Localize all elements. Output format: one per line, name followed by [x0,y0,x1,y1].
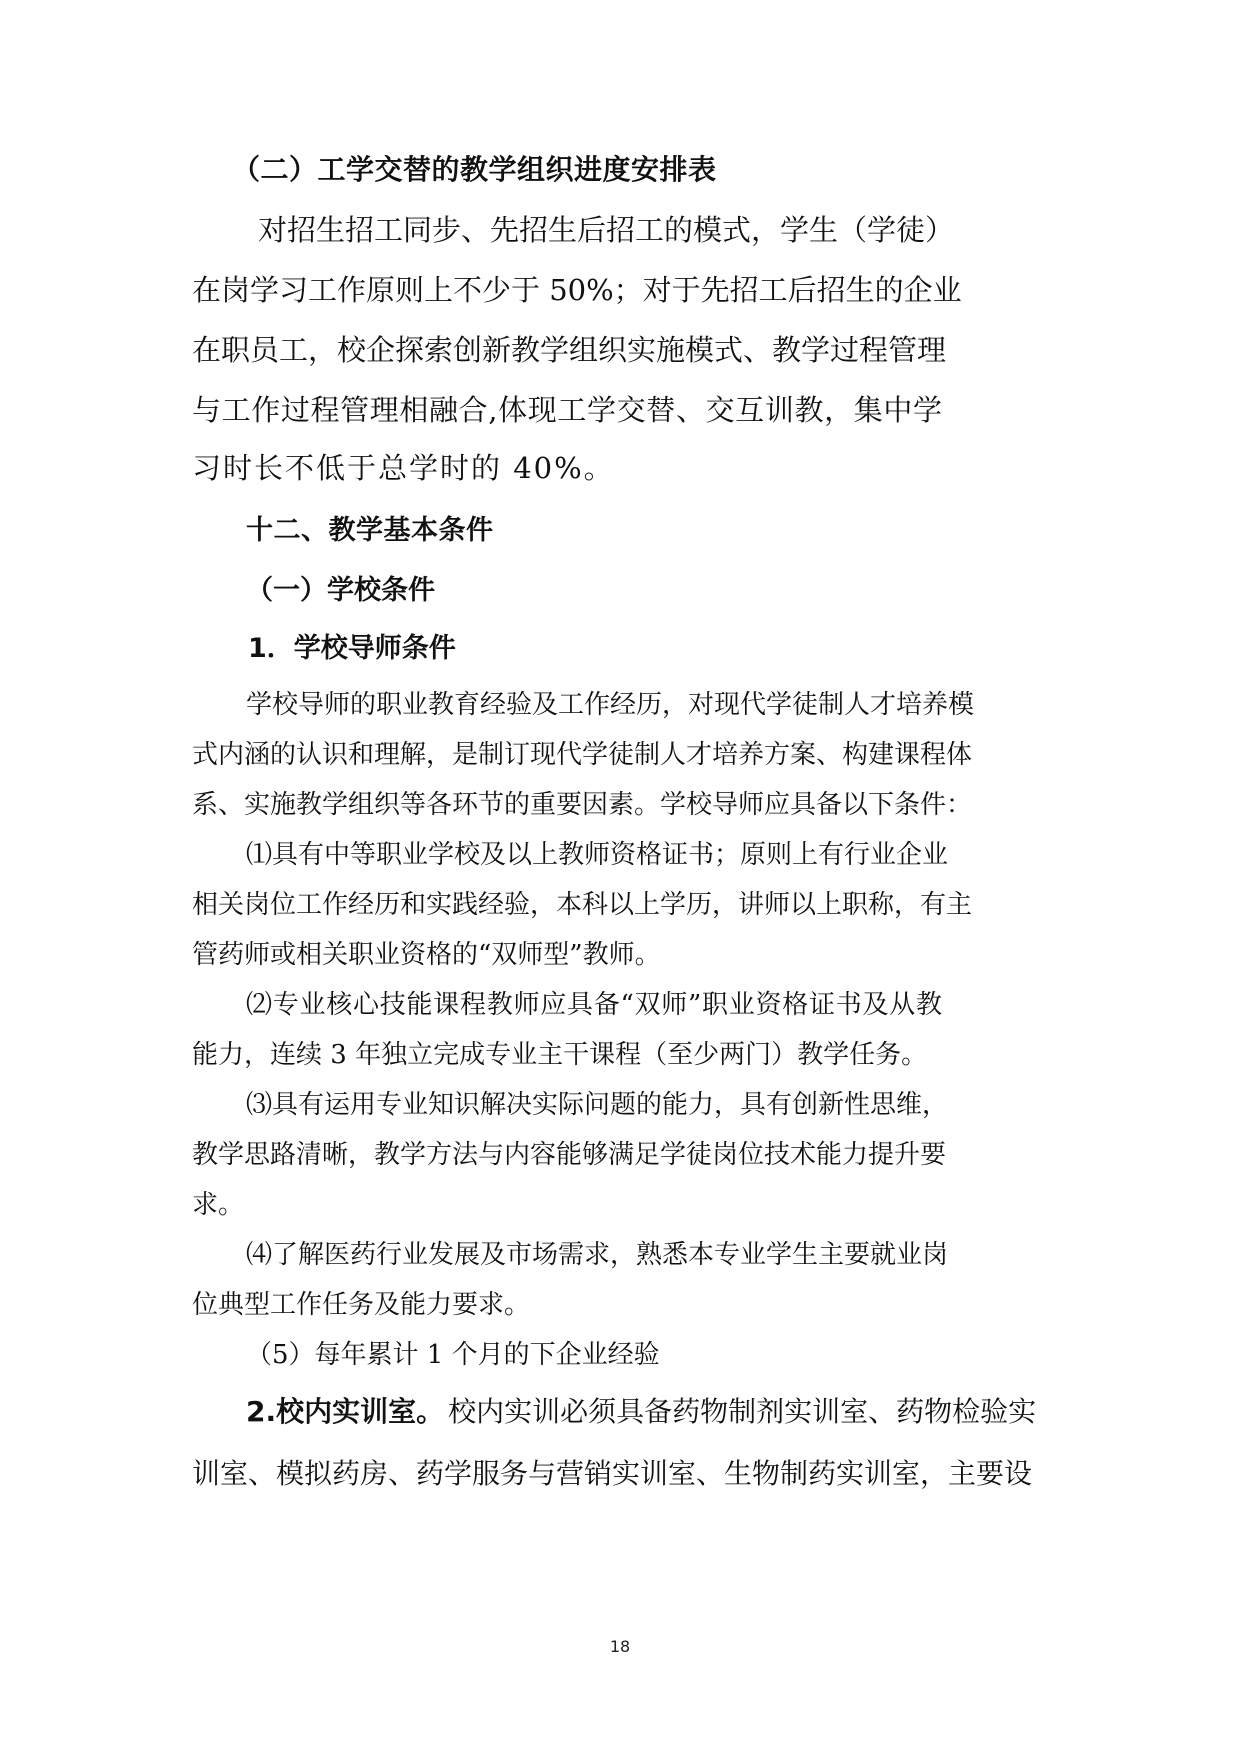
page-number: 18 [609,1637,631,1656]
paragraph-line: 在岗学习工作原则上不少于 50%；对于先招工后招生的企业 [192,273,962,307]
paragraph-line: 学校导师的职业教育经验及工作经历，对现代学徒制人才培养模 [246,690,975,720]
condition-line: 位典型工作任务及能力要求。 [192,1290,531,1320]
paragraph-line: 与工作过程管理相融合,体现工学交替、交互训教，集中学 [192,393,942,427]
section-heading-school: （一）学校条件 [246,575,435,606]
condition-line: ⑶具有运用专业知识解决实际问题的能力，具有创新性思维， [246,1090,949,1120]
paragraph-line: 对招生招工同步、先招生后招工的模式，学生（学徒） [258,213,955,247]
paragraph-line: 训室、模拟药房、药学服务与营销实训室、生物制药实训室，主要设 [192,1457,1033,1490]
paragraph-line: 习时长不低于总学时的 40%。 [192,451,615,485]
condition-line: 教学思路清晰，教学方法与内容能够满足学徒岗位技术能力提升要 [192,1140,947,1170]
chapter-heading: 十二、教学基本条件 [246,515,494,546]
condition-line: ⑷了解医药行业发展及市场需求，熟悉本专业学生主要就业岗 [246,1240,949,1270]
item-heading-mentor: 1．学校导师条件 [248,633,456,664]
condition-line: （5）每年累计 1 个月的下企业经验 [246,1340,660,1370]
paragraph-line: 式内涵的认识和理解，是制订现代学徒制人才培养方案、构建课程体 [192,740,973,770]
item-2-line [246,1390,1037,1430]
condition-line: 相关岗位工作经历和实践经验，本科以上学历，讲师以上职称，有主 [192,890,973,920]
condition-line: ⑴具有中等职业学校及以上教师资格证书；原则上有行业企业 [246,840,949,870]
condition-line: 能力，连续 3 年独立完成专业主干课程（至少两门）教学任务。 [192,1040,928,1070]
item-2-text: 校内实训必须具备药物制剂实训室、药物检验实 [448,1395,1037,1428]
item-2-heading: 2.校内实训室。 [246,1395,445,1428]
paragraph-line: 系、实施教学组织等各环节的重要因素。学校导师应具备以下条件： [192,790,973,820]
paragraph-line: 在职员工，校企探索创新教学组织实施模式、教学过程管理 [192,333,947,367]
section-heading-alternation: （二）工学交替的教学组织进度安排表 [232,153,717,186]
condition-line: ⑵专业核心技能课程教师应具备“双师”职业资格证书及从教 [246,990,942,1020]
condition-line: 求。 [192,1190,245,1220]
condition-line: 管药师或相关职业资格的“双师型”教师。 [192,940,661,970]
